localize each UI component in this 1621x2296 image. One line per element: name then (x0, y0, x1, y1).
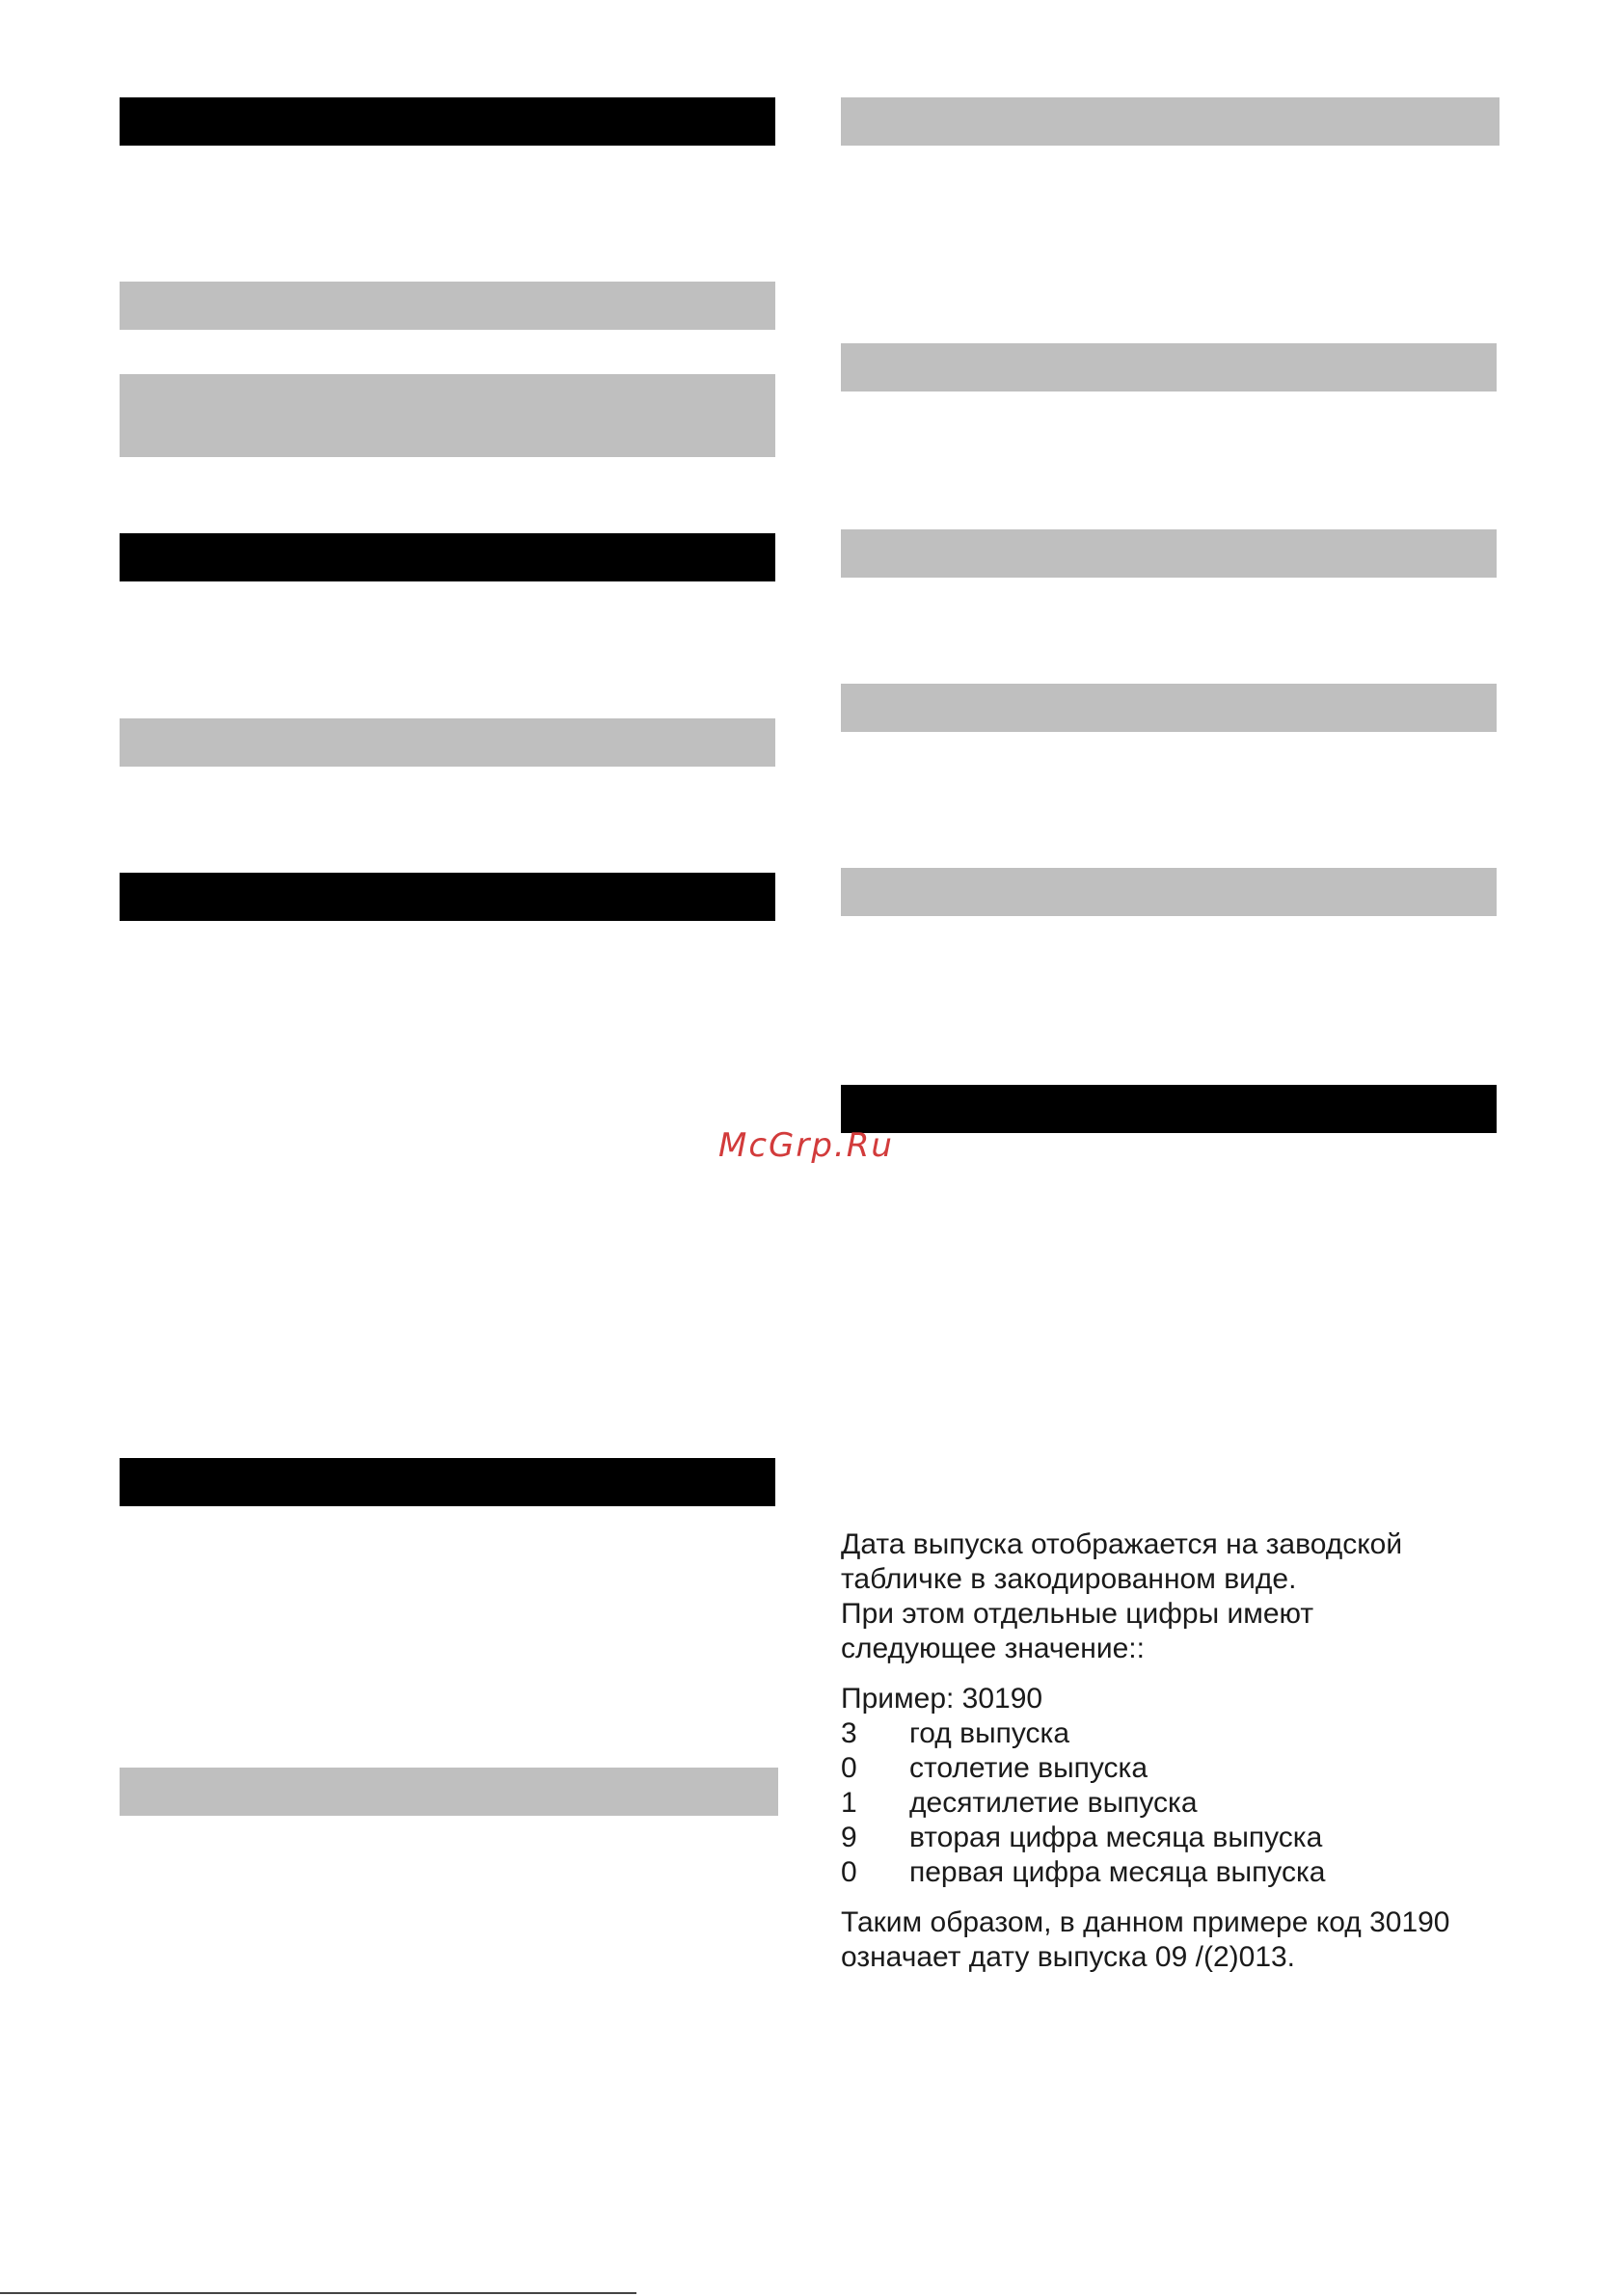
intro-line-3: При этом отдельные цифры имеют (841, 1598, 1314, 1630)
production-date-section (841, 1527, 1516, 1975)
legend-digit: 9 (841, 1822, 857, 1853)
legend-digit: 0 (841, 1752, 857, 1784)
conclusion-line-2: означает дату выпуска 09 /(2)013. (841, 1941, 1296, 1973)
right-subheading-bar-2 (841, 343, 1497, 392)
intro-line-4: следующее значение:: (841, 1633, 1145, 1664)
legend-meaning: десятилетие выпуска (909, 1787, 1198, 1819)
legend-row (841, 1821, 1516, 1855)
left-section-heading-bar-1 (120, 97, 775, 146)
legend-row (841, 1716, 1516, 1751)
example-line: Пример: 30190 (841, 1683, 1043, 1715)
legend-row (841, 1751, 1516, 1786)
legend-row (841, 1855, 1516, 1890)
conclusion-line-1: Таким образом, в данном примере код 30190 (841, 1906, 1450, 1938)
left-section-heading-bar-2 (120, 533, 775, 581)
legend-row (841, 1786, 1516, 1821)
legend-digit: 3 (841, 1717, 857, 1749)
digit-legend (841, 1716, 1516, 1890)
legend-digit: 0 (841, 1856, 857, 1888)
intro-line-2: табличке в закодированном виде. (841, 1563, 1297, 1595)
left-subheading-bar-3 (120, 718, 775, 767)
legend-meaning: столетие выпуска (909, 1752, 1148, 1784)
right-subheading-bar-5 (841, 868, 1497, 916)
legend-meaning: первая цифра месяца выпуска (909, 1856, 1326, 1888)
left-subheading-bar-1 (120, 282, 775, 330)
left-subheading-bar-4 (120, 1768, 778, 1816)
left-section-heading-bar-4 (120, 1458, 775, 1506)
watermark-text: McGrp.Ru (718, 1126, 894, 1165)
legend-meaning: вторая цифра месяца выпуска (909, 1822, 1323, 1853)
left-subheading-bar-2 (120, 374, 775, 457)
legend-meaning: год выпуска (909, 1717, 1070, 1749)
right-subheading-bar-3 (841, 529, 1497, 578)
legend-digit: 1 (841, 1787, 857, 1819)
footer-divider (0, 2292, 636, 2294)
right-section-heading-bar-1 (841, 1085, 1497, 1133)
right-subheading-bar-1 (841, 97, 1499, 146)
right-subheading-bar-4 (841, 684, 1497, 732)
left-section-heading-bar-3 (120, 873, 775, 921)
intro-line-1: Дата выпуска отображается на заводской (841, 1528, 1403, 1560)
